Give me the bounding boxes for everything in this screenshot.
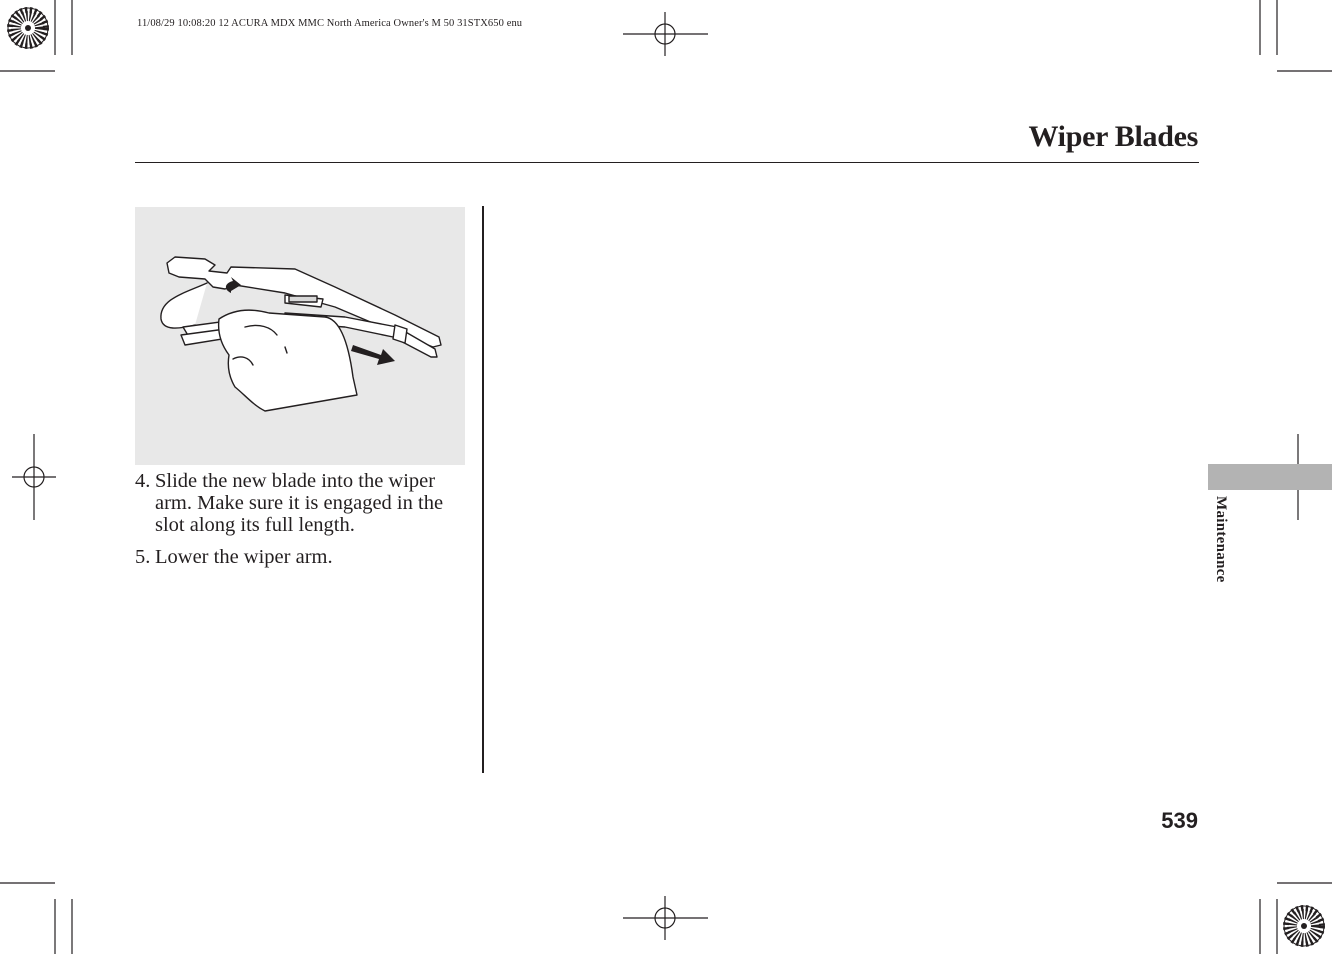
step-text: Slide the new blade into the wiper arm. Make sure it is engaged in the slot along its full length.	[155, 470, 444, 536]
registration-mark-bottom	[623, 896, 708, 940]
page-number: 539	[1161, 808, 1198, 833]
section-tab	[1208, 464, 1332, 490]
registration-mark-top	[623, 12, 708, 56]
section-tab-label: Maintenance	[1213, 496, 1229, 583]
step-item	[135, 546, 475, 568]
wiper-blade-replacement-icon	[135, 207, 465, 465]
wiper-blade-illustration	[135, 207, 465, 465]
starburst-mark-top-left	[8, 8, 48, 48]
instruction-steps	[135, 470, 475, 578]
step-text: Lower the wiper arm.	[155, 546, 333, 568]
step-number: 4.	[135, 470, 151, 492]
title-rule	[135, 162, 1199, 163]
column-divider	[482, 206, 484, 773]
step-item	[135, 470, 475, 536]
page-title: Wiper Blades	[1028, 120, 1198, 153]
print-info: 11/08/29 10:08:20 12 ACURA MDX MMC North America Owner's M 50 31STX650 enu	[137, 18, 523, 29]
step-number: 5.	[135, 546, 151, 568]
registration-mark-left	[12, 434, 56, 520]
starburst-mark-bottom-right	[1284, 906, 1324, 946]
